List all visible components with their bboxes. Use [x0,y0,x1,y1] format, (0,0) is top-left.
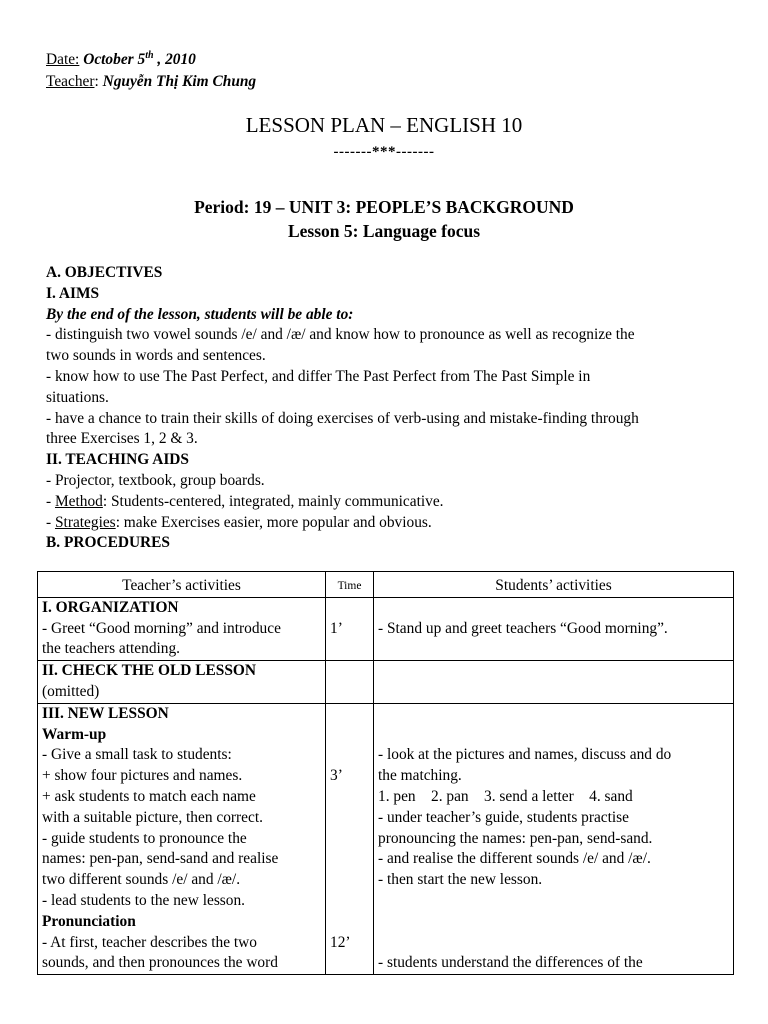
cell-line: 1. pen 2. pan 3. send a letter 4. sand [378,787,633,805]
cell-line: the teachers attending. [42,640,181,658]
teaching-aids-item: - Projector, textbook, group boards. [46,471,265,489]
method-label: Method [54,492,103,510]
aims-heading: I. AIMS [46,284,100,302]
cell-line: (omitted) [42,682,100,700]
aim-line: - distinguish two vowel sounds /e/ and /æ/ and know how to pronounce as well as recognize the [46,326,635,344]
aim-line: three Exercises 1, 2 & 3. [46,430,198,448]
new-lesson-teacher-cell [38,703,326,974]
aim-line: - know how to use The Past Perfect, and differ The Past Perfect from The Past Simple in [46,367,591,385]
cell-line: - look at the pictures and names, discuss and do [378,746,672,764]
time-value: 1’ [330,619,343,637]
cell-line: - Stand up and greet teachers “Good morning”. [378,619,668,637]
organization-students-cell [374,597,734,660]
cell-line: - lead students to the new lesson. [42,891,246,909]
lesson-title: Lesson 5: Language focus [287,221,481,241]
cell-line: - Give a small task to students: [42,746,232,764]
document-header [46,45,256,93]
teaching-aids-heading: II. TEACHING AIDS [46,451,189,469]
method-line [46,492,736,513]
method-prefix: - [46,492,55,510]
time-value: 12’ [330,933,351,951]
aims-intro: By the end of the lesson, students will be able to: [46,305,354,323]
cell-line: - At first, teacher describes the two [42,933,257,951]
aim-line: two sounds in words and sentences. [46,347,266,365]
teacher-line: Teacher: Nguyễn Thị Kim Chung [46,73,257,91]
check-old-lesson-students-cell [374,661,734,704]
strategies-prefix: - [46,513,55,531]
strategies-label: Strategies [54,513,116,531]
date-line [46,45,256,71]
title-divider: -------***------- [333,144,435,160]
check-old-lesson-time-cell [326,661,374,704]
cell-line: with a suitable picture, then correct. [42,808,263,826]
procedures-heading: B. PROCEDURES [46,534,170,552]
page-title: LESSON PLAN – ENGLISH 10 [245,113,523,137]
teacher-name: Nguyễn Thị Kim Chung [102,73,257,91]
date-value-sup: th [145,50,154,61]
objectives-section [46,263,736,554]
cell-line: names: pen-pan, send-sand and realise [42,850,279,868]
strategies-text: : make Exercises easier, more popular and obvious. [115,513,432,531]
col-header-teacher: Teacher’s activities [38,572,326,598]
table-row [38,703,734,974]
new-lesson-heading: III. NEW LESSON [42,704,169,722]
check-old-lesson-cell [38,661,326,704]
aim-line: situations. [46,388,109,406]
warm-up-heading: Warm-up [42,725,107,743]
teacher-label: Teacher [46,73,95,91]
col-header-time: Time [326,572,374,598]
new-lesson-time-cell [326,703,374,974]
cell-line: pronouncing the names: pen-pan, send-sand. [378,829,653,847]
cell-line: sounds, and then pronounces the word [42,954,278,972]
organization-heading: I. ORGANIZATION [42,598,179,616]
cell-line: - students understand the differences of the [378,954,643,972]
cell-line: - Greet “Good morning” and introduce [42,619,281,637]
table-row [38,661,734,704]
table-row [38,597,734,660]
strategies-line [46,513,736,534]
time-value: 3’ [330,767,343,785]
cell-line: - then start the new lesson. [378,871,543,889]
organization-time-cell [326,597,374,660]
date-value [83,51,196,68]
period-title: Period: 19 – UNIT 3: PEOPLE’S BACKGROUND [194,197,574,217]
cell-line: + ask students to match each name [42,787,256,805]
objectives-heading: A. OBJECTIVES [46,264,163,281]
method-text: : Students-centered, integrated, mainly communicative. [102,492,444,510]
cell-line: + show four pictures and names. [42,767,243,785]
aim-line: - have a chance to train their skills of doing exercises of verb-using and mistake-finding through [46,409,639,427]
organization-teacher-cell [38,597,326,660]
cell-line: two different sounds /e/ and /æ/. [42,871,241,889]
check-old-lesson-heading: II. CHECK THE OLD LESSON [42,662,256,680]
date-value-main: October 5 [83,51,146,69]
cell-line: - guide students to pronounce the [42,829,247,847]
procedures-table [37,571,734,975]
table-header-row [38,572,734,598]
new-lesson-students-cell [374,703,734,974]
date-value-tail: , 2010 [153,51,196,69]
cell-line: - under teacher’s guide, students practise [378,808,630,826]
cell-line: - and realise the different sounds /e/ and /æ/. [378,850,651,868]
col-header-students: Students’ activities [374,572,734,598]
date-label: Date: [46,51,80,69]
cell-line: the matching. [378,767,462,785]
pronunciation-heading: Pronunciation [42,912,136,930]
